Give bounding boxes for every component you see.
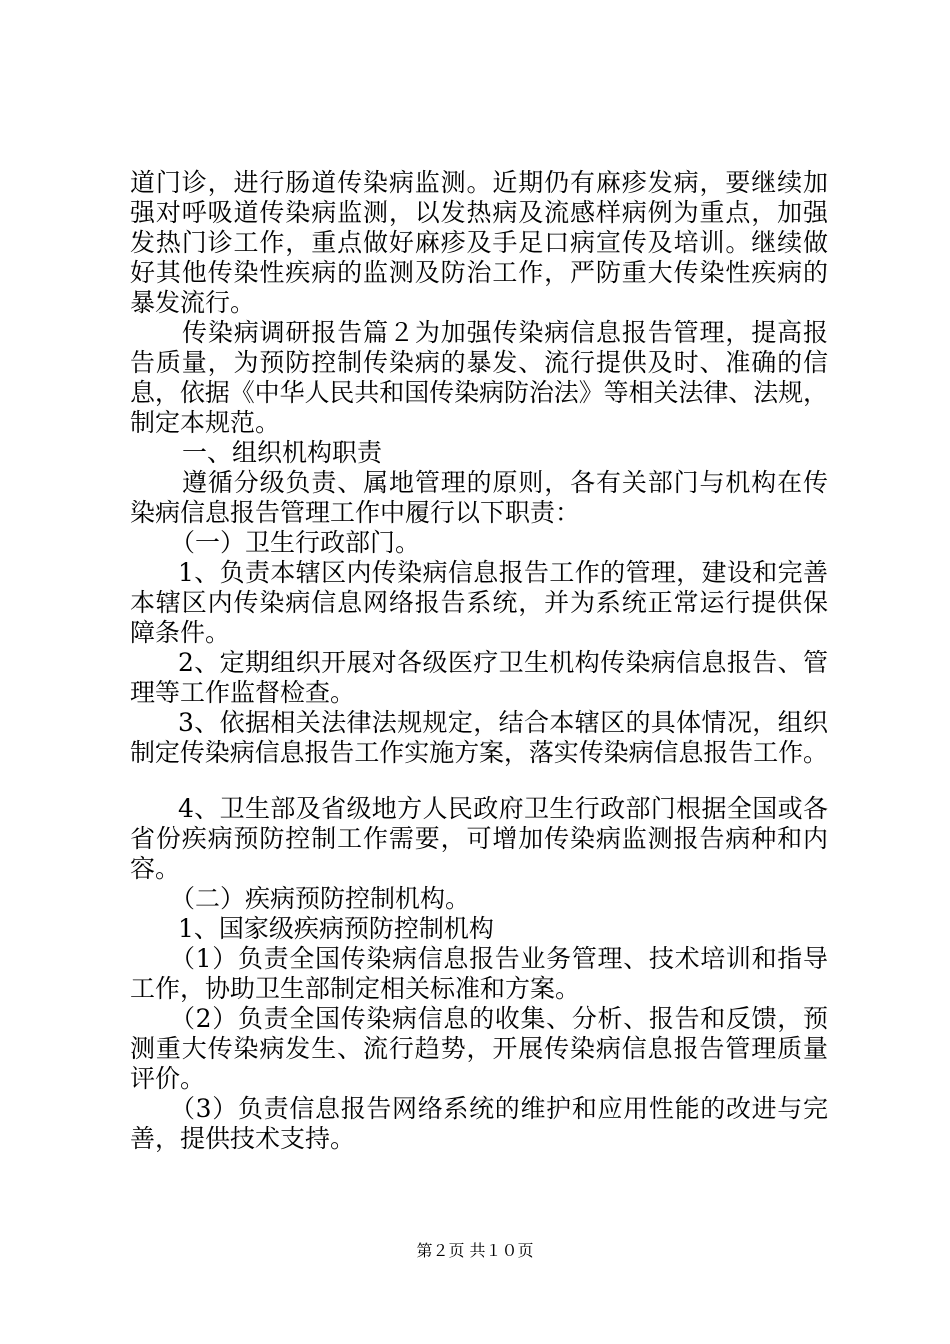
- text-line: （一）卫生行政部门。: [170, 528, 421, 557]
- text-line: 一、组织机构职责: [182, 438, 383, 467]
- text-line: 告质量，为预防控制传染病的暴发、流行提供及时、准确的信: [130, 348, 828, 377]
- text-line: （二）疾病预防控制机构。: [170, 884, 471, 913]
- paragraph: [130, 944, 828, 1004]
- text-line: 染病信息报告管理工作中履行以下职责：: [130, 498, 581, 527]
- text-line: 制定传染病信息报告工作实施方案，落实传染病信息报告工作。: [130, 738, 828, 767]
- text-line: （3）负责信息报告网络系统的维护和应用性能的改进与完: [170, 1094, 828, 1123]
- text-line: 测重大传染病发生、流行趋势，开展传染病信息报告管理质量: [130, 1034, 828, 1063]
- text-line: 3、依据相关法律法规规定，结合本辖区的具体情况，组织: [178, 708, 828, 737]
- paragraph: [130, 528, 828, 558]
- text-line: 好其他传染性疾病的监测及防治工作，严防重大传染性疾病的: [130, 258, 828, 287]
- text-line: 息，依据《中华人民共和国传染病防治法》等相关法律、法规，: [130, 378, 828, 407]
- paragraph: [130, 794, 828, 884]
- text-line: 制定本规范。: [130, 408, 281, 437]
- paragraph: [130, 708, 828, 768]
- text-line: 暴发流行。: [130, 288, 256, 317]
- text-line: 理等工作监督检查。: [130, 678, 356, 707]
- paragraph: [130, 884, 828, 914]
- paragraph: [130, 1004, 828, 1094]
- text-line: 善，提供技术支持。: [130, 1124, 356, 1153]
- document-body: [130, 168, 828, 1154]
- paragraph-spacer: [130, 768, 828, 794]
- text-line: 本辖区内传染病信息网络报告系统，并为系统正常运行提供保: [130, 588, 828, 617]
- text-line: 障条件。: [130, 618, 231, 647]
- paragraph: [130, 648, 828, 708]
- text-line: 容。: [130, 854, 181, 883]
- text-line: 评价。: [130, 1064, 206, 1093]
- text-line: 4、卫生部及省级地方人民政府卫生行政部门根据全国或各: [178, 794, 828, 823]
- paragraph: [130, 558, 828, 648]
- text-line: 发热门诊工作，重点做好麻疹及手足口病宣传及培训。继续做: [130, 228, 828, 257]
- paragraph: [130, 468, 828, 528]
- text-line: 2、定期组织开展对各级医疗卫生机构传染病信息报告、管: [178, 648, 828, 677]
- paragraph: [130, 914, 828, 944]
- page-footer: 第２页 共１０页: [416, 1241, 534, 1260]
- text-line: 工作，协助卫生部制定相关标准和方案。: [130, 974, 581, 1003]
- text-line: 1、国家级疾病预防控制机构: [178, 914, 494, 943]
- text-line: 强对呼吸道传染病监测，以发热病及流感样病例为重点，加强: [130, 198, 828, 227]
- paragraph: [130, 438, 828, 468]
- paragraph: [130, 168, 828, 318]
- text-line: 传染病调研报告篇２为加强传染病信息报告管理，提高报: [182, 318, 828, 347]
- text-line: （2）负责全国传染病信息的收集、分析、报告和反馈，预: [170, 1004, 828, 1033]
- paragraph: [130, 1094, 828, 1154]
- text-line: （1）负责全国传染病信息报告业务管理、技术培训和指导: [170, 944, 828, 973]
- text-line: 遵循分级负责、属地管理的原则，各有关部门与机构在传: [182, 468, 828, 497]
- text-line: 道门诊，进行肠道传染病监测。近期仍有麻疹发病，要继续加: [130, 168, 828, 197]
- text-line: 1、负责本辖区内传染病信息报告工作的管理，建设和完善: [178, 558, 828, 587]
- text-line: 省份疾病预防控制工作需要，可增加传染病监测报告病种和内: [130, 824, 828, 853]
- paragraph: [130, 318, 828, 438]
